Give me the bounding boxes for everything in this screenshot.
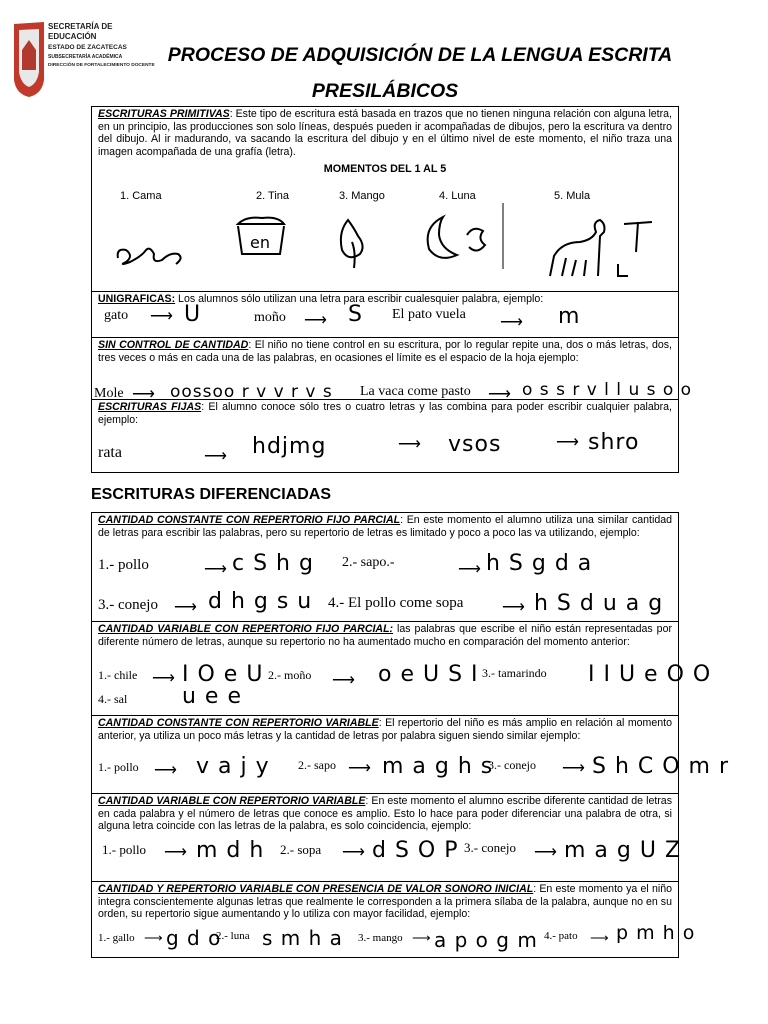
diferenciadas-title: ESCRITURAS DIFERENCIADAS xyxy=(91,486,332,503)
example-word: 4.- El pollo come sopa xyxy=(328,595,464,611)
fijas-description: : El alumno conoce sólo tres o cuatro letras y las combina para poder escribir cualquier palabra, ejemplo: xyxy=(98,401,672,426)
arrow-icon: ⟶ xyxy=(154,762,177,779)
example-word: 4.- pato xyxy=(544,930,578,942)
fijas-text xyxy=(98,401,672,426)
arrow-icon: ⟶ xyxy=(304,312,327,329)
example-writing: v a j y xyxy=(196,754,270,779)
sin-control-label: SIN CONTROL DE CANTIDAD xyxy=(98,339,249,351)
s1-label: CANTIDAD CONSTANTE CON REPERTORIO FIJO PARCIAL xyxy=(98,514,401,526)
s2-text xyxy=(98,623,672,648)
arrow-icon: ⟶ xyxy=(488,386,511,403)
example-writing: I O e U xyxy=(182,662,264,687)
example-word: 1.- pollo xyxy=(98,557,149,573)
arrow-icon: ⟶ xyxy=(174,599,197,616)
page-subtitle: PRESILÁBICOS xyxy=(311,80,459,102)
example-word: 3.- conejo xyxy=(464,840,516,855)
momentos-heading: MOMENTOS DEL 1 AL 5 xyxy=(323,163,447,175)
arrow-icon: ⟶ xyxy=(152,670,175,687)
mango-drawing xyxy=(332,212,382,272)
example-writing: U xyxy=(184,302,202,327)
arrow-icon: ⟶ xyxy=(348,760,371,777)
example-word: 1.- pollo xyxy=(102,842,147,857)
moment-3-label: 3. Mango xyxy=(339,190,385,202)
example-writing: vsos xyxy=(448,432,502,457)
example-writing: m a g U Z xyxy=(564,838,682,863)
example-writing: m d h xyxy=(196,838,265,863)
example-word: 2.- moño xyxy=(268,668,312,682)
arrow-icon: ⟶ xyxy=(562,760,585,777)
unigraficas-label: UNIGRAFICAS: xyxy=(98,293,176,305)
s3-section xyxy=(92,715,730,779)
unigraficas-section xyxy=(92,291,678,331)
arrow-icon: ⟶ xyxy=(144,930,163,945)
unigraficas-description: Los alumnos sólo utilizan una letra para escribir cualesquier palabra, ejemplo: xyxy=(175,293,544,305)
sin-control-section xyxy=(92,337,693,403)
seal-icon xyxy=(12,20,46,98)
s5-label: CANTIDAD Y REPERTORIO VARIABLE CON PRESENCIA DE VALOR SONORO INICIAL xyxy=(98,883,534,895)
example-word: 3.- tamarindo xyxy=(482,666,547,680)
example-word: 2.- sapo.- xyxy=(342,555,395,570)
arrow-icon: ⟶ xyxy=(500,314,523,331)
logo-line-2: EDUCACIÓN xyxy=(48,32,97,41)
s4-label: CANTIDAD VARIABLE CON REPERTORIO VARIABLE xyxy=(98,795,366,807)
example-word: 3.- conejo xyxy=(488,758,536,772)
cama-scribble-drawing xyxy=(112,232,192,272)
primitivas-description: : Este tipo de escritura está basada en trazos que no tienen ninguna relación con alguna letra, en un principio, las producciones son solo líneas, después pueden ir acompañadas de dibujos, pero la escritura va dentro del dibujo. Al ir madurando, va sacando la escritura del dibujo y en el último nivel de este momento, el niño traza una imagen acompañada de una grafía (letra). xyxy=(98,108,672,158)
sin-control-text xyxy=(98,339,672,364)
arrow-icon: ⟶ xyxy=(556,434,579,451)
example-writing: h S g d a xyxy=(486,551,593,576)
example-writing: m a g h s xyxy=(382,754,494,779)
sin-control-description: : El niño no tiene control en su escritura, por lo regular repite una, dos o más letras, dos, tres veces o más en cada una de las palabras, en ocasiones el límite es el espacio de la hoja ejemplo: xyxy=(98,339,672,364)
example-word: El pato vuela xyxy=(392,307,466,322)
example-writing: o s s r v l l u s o o xyxy=(522,380,693,400)
tina-drawing xyxy=(232,212,292,267)
arrow-icon: ⟶ xyxy=(204,561,227,578)
fijas-section xyxy=(92,399,678,465)
mula-drawing xyxy=(540,212,665,282)
example-writing: c S h g xyxy=(232,551,314,576)
example-word: 1.- pollo xyxy=(98,760,139,774)
primitivas-label: ESCRITURAS PRIMITIVAS xyxy=(98,108,230,120)
s5-text xyxy=(98,883,672,921)
example-word: rata xyxy=(98,444,122,461)
fijas-label: ESCRITURAS FIJAS xyxy=(98,401,202,413)
presilabicos-box xyxy=(91,106,693,473)
arrow-icon: ⟶ xyxy=(204,448,227,465)
moment-5-label: 5. Mula xyxy=(554,190,591,202)
s4-text xyxy=(98,795,672,833)
s2-label: CANTIDAD VARIABLE CON REPERTORIO FIJO PARCIAL: xyxy=(98,623,394,635)
example-writing: shro xyxy=(588,430,640,455)
example-word: 1.- gallo xyxy=(98,932,135,944)
example-word: La vaca come pasto xyxy=(360,384,471,399)
example-writing: h S d u a g xyxy=(534,591,664,616)
s2-section xyxy=(92,621,712,709)
primitivas-text xyxy=(98,108,672,158)
arrow-icon: ⟶ xyxy=(150,308,173,325)
example-writing: a p o g m xyxy=(434,928,538,952)
example-word: moño xyxy=(254,310,286,325)
example-writing: s m h a xyxy=(262,926,343,950)
luna-drawing xyxy=(415,203,505,271)
example-writing: p m h o xyxy=(616,922,696,944)
arrow-icon: ⟶ xyxy=(458,561,481,578)
example-word: gato xyxy=(104,308,129,323)
example-writing: oossoo r v v r v s xyxy=(170,382,333,402)
example-writing: g d o xyxy=(166,926,222,950)
example-writing: o e U S I xyxy=(378,662,479,687)
example-writing: d h g s u xyxy=(208,589,313,614)
moment-4-label: 4. Luna xyxy=(439,190,476,202)
s5-description: : En este momento ya el niño integra conscientemente algunas letras que realmente le corresponden a la primera sílaba de la palabra, aunque no en su orden, su repertorio sigue aumentando y lo utiliza con mayor facilidad, ejemplo: xyxy=(98,883,672,921)
example-word: 2.- luna xyxy=(216,930,250,942)
example-word: 2.- sopa xyxy=(280,842,322,857)
arrow-icon: ⟶ xyxy=(412,930,431,945)
logo-line-5: DIRECCIÓN DE FORTALECIMIENTO DOCENTE xyxy=(48,63,155,68)
arrow-icon: ⟶ xyxy=(332,672,355,689)
moment-2-label: 2. Tina xyxy=(256,190,290,202)
logo xyxy=(12,20,155,98)
svg-text:en: en xyxy=(250,233,270,252)
s1-text xyxy=(98,514,672,539)
example-writing: S xyxy=(348,302,363,327)
example-word: 4.- sal xyxy=(98,692,128,706)
moment-1-label: 1. Cama xyxy=(120,190,162,202)
page-title: PROCESO DE ADQUISICIÓN DE LA LENGUA ESCRITA xyxy=(167,44,673,66)
arrow-icon: ⟶ xyxy=(132,386,155,403)
s4-section xyxy=(92,793,682,863)
example-writing: u e e xyxy=(182,684,242,709)
s2-description: las palabras que escribe el niño están representadas por diferente número de letras, aunque su repertorio no ha aumentado mucho en comparación del momento anterior: xyxy=(98,623,672,648)
example-writing: hdjmg xyxy=(252,434,327,459)
s3-label: CANTIDAD CONSTANTE CON REPERTORIO VARIABLE xyxy=(98,717,379,729)
example-word: 1.- chile xyxy=(98,668,138,682)
s3-description: : El repertorio del niño es más amplio en relación al momento anterior, ya utiliza un poco más letras y la cantidad de letras por palabra siguen siendo similar ejemplo: xyxy=(98,717,672,742)
example-word: 3.- mango xyxy=(358,932,403,944)
s5-section xyxy=(92,881,696,952)
example-writing: I I U e O O xyxy=(588,662,712,687)
logo-line-4: SUBSECRETARÍA ACADÉMICA xyxy=(48,54,123,60)
logo-line-3: ESTADO DE ZACATECAS xyxy=(48,44,127,51)
example-writing: d S O P xyxy=(372,838,459,863)
example-word: 3.- conejo xyxy=(98,597,158,613)
arrow-icon: ⟶ xyxy=(502,599,525,616)
arrow-icon: ⟶ xyxy=(398,436,421,453)
s3-text xyxy=(98,717,672,742)
example-writing: m xyxy=(558,304,581,329)
arrow-icon: ⟶ xyxy=(534,844,557,861)
arrow-icon: ⟶ xyxy=(342,844,365,861)
example-word: Mole xyxy=(94,386,124,401)
diferenciadas-box xyxy=(91,512,730,958)
arrow-icon: ⟶ xyxy=(590,930,609,945)
example-writing: S h C O m r xyxy=(592,754,730,779)
example-word: 2.- sapo xyxy=(298,758,336,772)
logo-line-1: SECRETARÍA DE xyxy=(48,22,113,31)
s1-description: : En este momento el alumno utiliza una similar cantidad de letras para escribir las palabras, pero su repertorio de letras es limitado y poco a poco las va utilizando, ejemplo: xyxy=(98,514,672,539)
s4-description: : En este momento el alumno escribe diferente cantidad de letras en cada palabra y el número de letras que conoce es amplio. Esto lo hace para poder diferenciar una palabra de otra, si alguna letra coincide con las letras de la palabra, es solo coincidencia, ejemplo: xyxy=(98,795,672,833)
arrow-icon: ⟶ xyxy=(164,844,187,861)
